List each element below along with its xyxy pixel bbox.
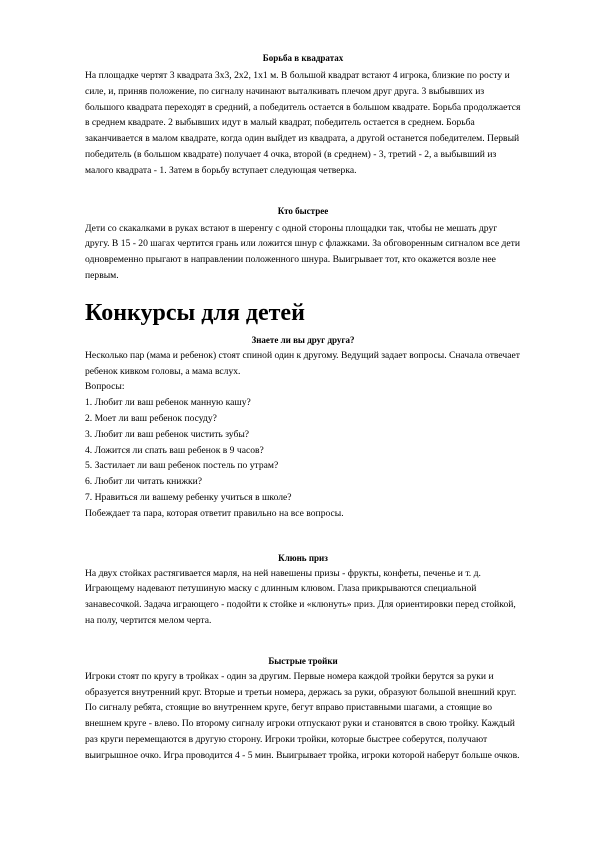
section-peck-prize <box>85 552 521 629</box>
section-body: Дети со скакалками в руках встают в шеренгу с одной стороны площадки так, чтобы не мешать друг другу. В 15 - 20 шагах чертится грань или ложится шнур с флажками. За обговоренным сигналом все дети одновременно прыгают в направлении положенного шнура. Выигрывает тот, кто окажется возле нее первым. <box>85 222 521 281</box>
list-item: 2. Моет ли ваш ребенок посуду? <box>85 412 217 424</box>
section-title: Кто быстрее <box>277 205 329 216</box>
section-title: Знаете ли вы друг друга? <box>251 334 355 345</box>
list-item: 3. Любит ли ваш ребенок чистить зубы? <box>85 428 250 440</box>
big-heading: Конкурсы для детей <box>85 299 305 326</box>
section-intro: Несколько пар (мама и ребенок) стоят спиной один к другому. Ведущий задает вопросы. Сначала отвечает ребенок кивком головы, а мама вслух. <box>85 349 520 377</box>
section-title: Борьба в квадратах <box>262 53 344 63</box>
list-item: 6. Любит ли читать книжки? <box>85 476 203 488</box>
list-item: 1. Любит ли ваш ребенок манную кашу? <box>85 397 251 409</box>
questions-list <box>85 395 521 506</box>
section-body: Игроки стоят по кругу в тройках - один за другим. Первые номера каждой тройки берутся за руки и образуется внутренний круг. Вторые и третьи номера, держась за руки, образуют большой внешний круг. По сигналу ребята, стоящие во внутреннем круге, бегут вправо приставными шагами, а стоящие во внешнем круге - влево. По второму сигналу игроки отпускают руки и становятся в свою тройку. Каждый раз круги перемещаются в другую сторону. Игроки тройки, которые быстрее соберутся, получают выигрышное очко. Игра проводится 4 - 5 мин. Выигрывает тройка, игроки которой наберут больше очков. <box>85 670 520 761</box>
section-who-faster <box>85 205 521 284</box>
document-page <box>85 52 521 764</box>
section-body: На двух стойках растягивается марля, на ней навешены призы - фрукты, конфеты, печенье и т. д. Играющему надевают петушиную маску с длинным клювом. Глаза прикрываются специальной занавесочкой. Задача играющего - подойти к стойке и «клюнуть» приз. Для ориентировки перед стойкой, на полу, чертится мелом черта. <box>85 567 516 626</box>
list-item: 5. Застилает ли ваш ребенок постель по утрам? <box>85 460 279 472</box>
section-fight-in-squares <box>85 52 521 179</box>
section-title: Клюнь приз <box>278 552 328 563</box>
section-outro: Побеждает та пара, которая ответит правильно на все вопросы. <box>85 507 344 519</box>
section-fast-triples <box>85 655 521 764</box>
list-item: 7. Нравиться ли вашему ребенку учиться в школе? <box>85 491 292 503</box>
section-know-each-other <box>85 334 521 522</box>
questions-label: Вопросы: <box>85 381 125 393</box>
section-title: Быстрые тройки <box>268 655 338 666</box>
section-body: На площадке чертят 3 квадрата 3х3, 2х2, 1х1 м. В большой квадрат встают 4 игрока, близкие по росту и силе, и, приняв положение, по сигналу начинают выталкивать плечом друг друга. 3 выбывших из большого квадрата переходят в средний, а победитель остается в большом квадрате. Борьба продолжается в среднем квадрате. 2 выбывших идут в малый квадрат, победитель остается в среднем. Борьба заканчивается в малом квадрате, когда один выйдет из квадрата, а другой останется победителем. Первый победитель (в большом квадрате) получает 4 очка, второй (в среднем) - 3, третий - 2, а выбывший из малого квадрата - 1. Затем в борьбу вступает следующая четверка. <box>85 70 521 176</box>
list-item: 4. Ложится ли спать ваш ребенок в 9 часов? <box>85 444 264 456</box>
